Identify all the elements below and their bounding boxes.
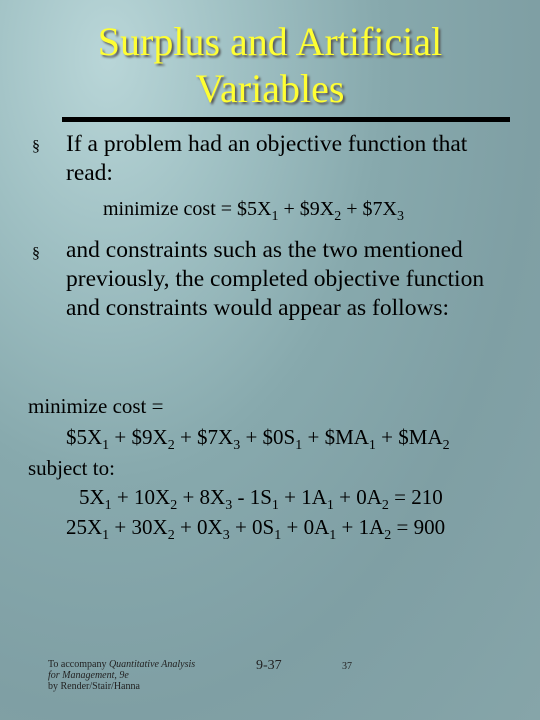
- term-10: + $MA: [375, 425, 443, 449]
- subscript-3: 2: [167, 438, 175, 453]
- bullet-text-2: and constraints such as the two mentioned previously, the completed objective function and constraints would appear as follows:: [66, 237, 485, 321]
- term-4: + 0X: [174, 515, 223, 539]
- bullet-1-line-1: If a problem had an objective function that: [66, 131, 468, 157]
- slide-reference: 9-37: [256, 658, 282, 673]
- term-12: = 210: [388, 485, 443, 509]
- term-6: + 0S: [229, 515, 275, 539]
- subscript-7: 1: [274, 528, 282, 543]
- bullet-text-1: [66, 130, 506, 188]
- subscript-11: 2: [442, 438, 450, 453]
- term-6: - 1S: [232, 485, 272, 509]
- objective-function: minimize $\cos t = \$5X_1$ + $\$9X_2$ + $\$7X_3$: [103, 198, 404, 224]
- bullet-marker-2: §: [32, 245, 40, 262]
- term-8: + $MA: [302, 425, 369, 449]
- subscript-5: 3: [225, 498, 233, 513]
- model-line-3: subject to:: [28, 456, 115, 480]
- term-8: + 0A: [281, 515, 330, 539]
- term-2: + 10X: [111, 485, 171, 509]
- model-objective-line: [66, 424, 450, 453]
- term-8: + 1A: [278, 485, 327, 509]
- term-4: + 8X: [177, 485, 226, 509]
- subscript-1: 1: [102, 528, 110, 543]
- footer-citation: To accompany Quantitative Analysis for Management, 9e by Render/Stair/Hanna: [48, 659, 196, 692]
- subscript-3: 2: [170, 498, 178, 513]
- subscript-3: 2: [167, 528, 175, 543]
- term-0: $5X: [66, 425, 103, 449]
- title-line-2: Variables: [195, 66, 345, 111]
- subscript-9: 1: [329, 528, 337, 543]
- subscript-1: 1: [104, 498, 112, 513]
- term-6: + $0S: [240, 425, 296, 449]
- term-12: = 900: [391, 515, 446, 539]
- subscript-5: 3: [233, 438, 241, 453]
- subscript-5: 3: [222, 528, 230, 543]
- subscript-9: 1: [368, 438, 376, 453]
- term-10: + 1A: [336, 515, 385, 539]
- subscript-11: 2: [384, 528, 392, 543]
- slide-title: [0, 18, 540, 112]
- term-4: + $7X: [174, 425, 234, 449]
- term-2: + 30X: [109, 515, 168, 539]
- term-0: 5X: [79, 485, 105, 509]
- term-10: + 0A: [333, 485, 382, 509]
- model-line-1: minimize cost =: [28, 394, 164, 418]
- title-line-1: Surplus and Artificial: [97, 19, 443, 64]
- bullet-marker-1: §: [32, 138, 40, 155]
- constraint-1: [79, 484, 443, 513]
- subscript-9: 1: [326, 498, 334, 513]
- subscript-1: 1: [102, 438, 110, 453]
- subscript-7: 1: [271, 498, 279, 513]
- constraint-2: [66, 514, 446, 543]
- term-0: 25X: [66, 515, 103, 539]
- subscript-11: 2: [381, 498, 389, 513]
- bullet-1-line-2: read:: [66, 160, 113, 186]
- title-underline: [62, 117, 510, 122]
- subscript-7: 1: [295, 438, 303, 453]
- term-2: + $9X: [109, 425, 168, 449]
- page-number: 37: [342, 661, 352, 672]
